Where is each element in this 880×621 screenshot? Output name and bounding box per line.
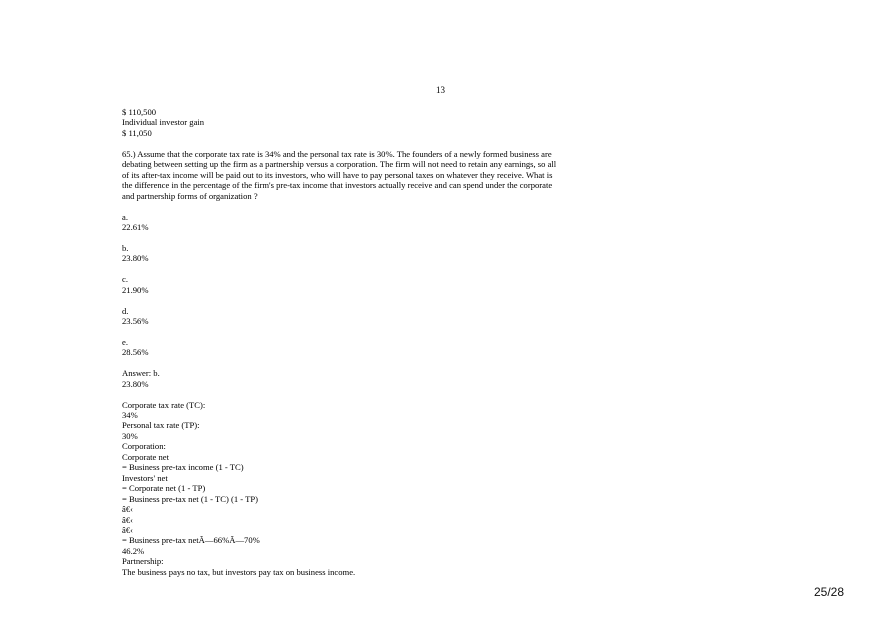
- option-letter: c.: [122, 274, 128, 285]
- option-b: [122, 243, 580, 264]
- option-e: [122, 337, 580, 358]
- spacer: [122, 358, 580, 368]
- question-line: of its after-tax income will be paid out to its investors, who will have to pay personal taxes on whatever they receive. What is: [122, 169, 553, 180]
- spacer: [122, 264, 580, 274]
- page-number: 13: [436, 85, 445, 95]
- answer-label: Answer: b.: [122, 368, 160, 379]
- solution-line: â€‹: [122, 514, 133, 525]
- answer: [122, 368, 580, 389]
- text-line: $ 110,500: [122, 107, 157, 117]
- spacer: [122, 295, 580, 305]
- question-line: 65.) Assume that the corporate tax rate is 34% and the personal tax rate is 30%. The founders of a newly formed business are: [122, 148, 552, 159]
- solution-line: Personal tax rate (TP):: [122, 420, 200, 431]
- solution-line: Corporate net: [122, 451, 170, 462]
- option-letter: a.: [122, 211, 128, 222]
- spacer: [122, 232, 580, 242]
- question-line: debating between setting up the firm as a partnership versus a corporation. The firm will not need to retain any earnings, so all: [122, 159, 557, 170]
- solution-line: Corporate tax rate (TC):: [122, 399, 206, 410]
- spacer: [122, 138, 580, 148]
- solution-line: 34%: [122, 410, 138, 421]
- solution-line: = Business pre-tax net (1 - TC) (1 - TP): [122, 493, 259, 504]
- option-a: [122, 212, 580, 233]
- text-line: $ 11,050: [122, 127, 152, 138]
- solution-line: â€‹: [122, 504, 133, 515]
- question-line: and partnership forms of organization ?: [122, 190, 258, 201]
- question-line: the difference in the percentage of the firm's pre-tax income that investors actually receive and can spend under the corporate: [122, 180, 553, 191]
- solution-line: Corporation:: [122, 441, 166, 452]
- option-value: 22.61%: [122, 221, 149, 232]
- solution-line: Investors' net: [122, 472, 168, 483]
- option-value: 28.56%: [122, 347, 149, 358]
- option-letter: d.: [122, 305, 129, 316]
- solution: [122, 400, 580, 578]
- spacer: [122, 326, 580, 336]
- option-letter: b.: [122, 242, 129, 253]
- option-value: 23.56%: [122, 315, 149, 326]
- solution-line: = Business pre-tax netÃ—66%Ã—70%: [122, 535, 260, 546]
- option-c: [122, 274, 580, 295]
- option-d: [122, 306, 580, 327]
- option-value: 23.80%: [122, 253, 149, 264]
- document-body: [122, 107, 580, 577]
- solution-line: = Business pre-tax income (1 - TC): [122, 462, 244, 473]
- question-text: [122, 149, 580, 201]
- solution-line: The business pays no tax, but investors pay tax on business income.: [122, 566, 356, 577]
- solution-line: 46.2%: [122, 545, 145, 556]
- answer-value: 23.80%: [122, 378, 149, 389]
- text-line: Individual investor gain: [122, 117, 205, 128]
- solution-line: = Corporate net (1 - TP): [122, 483, 206, 494]
- solution-line: Partnership:: [122, 556, 164, 567]
- solution-line: â€‹: [122, 525, 133, 535]
- spacer: [122, 201, 580, 211]
- option-value: 21.90%: [122, 284, 149, 295]
- option-letter: e.: [122, 336, 128, 347]
- spacer: [122, 389, 580, 399]
- page-indicator: 25/28: [814, 585, 845, 599]
- solution-line: 30%: [122, 430, 138, 441]
